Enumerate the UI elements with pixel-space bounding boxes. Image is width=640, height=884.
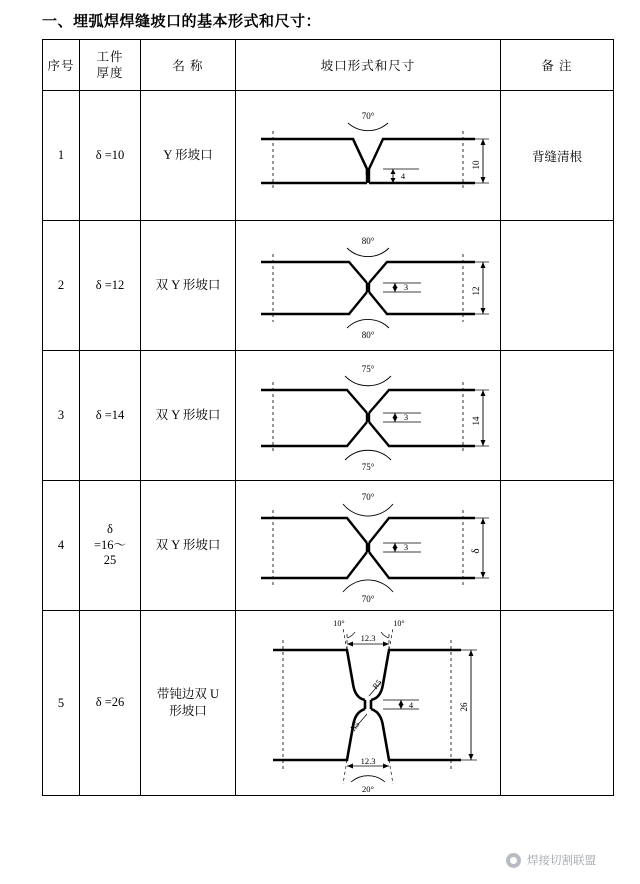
- radius-bottom-label: R5: [348, 719, 362, 733]
- angle-label-bottom: 80°: [361, 330, 375, 340]
- header-thickness: [80, 40, 141, 91]
- angle-label-right: 10°: [393, 619, 405, 628]
- table-row: [43, 481, 614, 611]
- groove-diagram-double-y-3: [243, 486, 493, 606]
- row-thickness-line3: 25: [103, 553, 117, 568]
- row-no: 2: [43, 221, 80, 351]
- row-thickness: δ =12: [80, 221, 141, 351]
- angle-label-top: 80°: [361, 236, 375, 246]
- row-figure: [236, 481, 501, 611]
- figure-wrap-1: [236, 101, 500, 211]
- row-no: 1: [43, 91, 80, 221]
- header-no: 序号: [43, 40, 80, 91]
- header-name: 名 称: [141, 40, 236, 91]
- row-thickness: δ =26: [80, 611, 141, 796]
- groove-diagram-y: [243, 101, 493, 211]
- angle-label-bottom: 75°: [361, 462, 375, 472]
- circle-logo-icon: [506, 853, 521, 868]
- row-remark: [501, 221, 614, 351]
- table-row: [43, 221, 614, 351]
- groove-diagram-double-y-2: [243, 358, 493, 473]
- row-no: 5: [43, 611, 80, 796]
- row-remark: [501, 351, 614, 481]
- angle-label-top: 75°: [361, 364, 375, 374]
- angle-label-bottom: 20°: [362, 784, 374, 794]
- radius-top-label: R5: [370, 677, 384, 691]
- row-name-line2: 形坡口: [169, 704, 207, 718]
- weld-groove-table: [42, 39, 614, 796]
- table-header-row: [43, 40, 614, 91]
- angle-label-left: 10°: [333, 619, 345, 628]
- groove-diagram-double-u: [243, 612, 493, 794]
- row-name-line1: 带钝边双 U: [156, 687, 220, 702]
- row-thickness-line1: δ: [107, 522, 113, 537]
- plate-thickness-label: δ: [470, 547, 482, 554]
- row-figure: [236, 221, 501, 351]
- groove-diagram-double-y: [243, 228, 493, 343]
- watermark-text: 焊接切割联盟: [527, 855, 596, 867]
- plate-thickness-label: 14: [471, 416, 481, 426]
- row-remark: [501, 611, 614, 796]
- watermark: [506, 852, 596, 868]
- row-thickness-line2: =16～: [93, 537, 127, 552]
- header-thickness-line2: 厚度: [96, 66, 124, 80]
- figure-wrap-5: [236, 612, 500, 794]
- row-thickness: δ =14: [80, 351, 141, 481]
- root-face-label: 3: [403, 541, 409, 552]
- figure-wrap-4: [236, 486, 500, 606]
- page-title: 一、埋弧焊焊缝坡口的基本形式和尺寸：: [42, 13, 322, 30]
- row-thickness: [80, 481, 141, 611]
- table-row: [43, 351, 614, 481]
- row-figure: [236, 91, 501, 221]
- row-name: 双 Y 形坡口: [141, 221, 236, 351]
- table-row: [43, 611, 614, 796]
- row-name: [141, 611, 236, 796]
- angle-label-top: 70°: [361, 110, 375, 121]
- header-thickness-line1: 工件: [96, 49, 124, 64]
- figure-wrap-2: [236, 228, 500, 343]
- width-bottom-label: 12.3: [360, 756, 376, 766]
- row-name: Y 形坡口: [141, 91, 236, 221]
- row-remark: [501, 481, 614, 611]
- angle-label-top: 70°: [361, 491, 375, 502]
- angle-label-bottom: 70°: [361, 593, 375, 604]
- row-remark: 背缝清根: [501, 91, 614, 221]
- plate-thickness-label: 10: [471, 160, 481, 169]
- row-figure: [236, 351, 501, 481]
- row-name: 双 Y 形坡口: [141, 481, 236, 611]
- table-header: [43, 40, 614, 91]
- root-face-label: 4: [408, 700, 414, 710]
- root-face-label: 3: [403, 282, 409, 292]
- figure-wrap-3: [236, 358, 500, 473]
- plate-thickness-label: 26: [459, 702, 469, 712]
- root-face-label: 4: [400, 170, 406, 181]
- width-top-label: 12.3: [360, 633, 376, 643]
- table-row: [43, 91, 614, 221]
- row-figure: [236, 611, 501, 796]
- row-name: 双 Y 形坡口: [141, 351, 236, 481]
- row-no: 4: [43, 481, 80, 611]
- root-face-label: 3: [403, 412, 409, 422]
- plate-thickness-label: 12: [471, 286, 481, 296]
- header-remark: 备 注: [501, 40, 614, 91]
- row-thickness: δ =10: [80, 91, 141, 221]
- table-body: [43, 91, 614, 796]
- row-no: 3: [43, 351, 80, 481]
- header-figure: 坡口形式和尺寸: [236, 40, 501, 91]
